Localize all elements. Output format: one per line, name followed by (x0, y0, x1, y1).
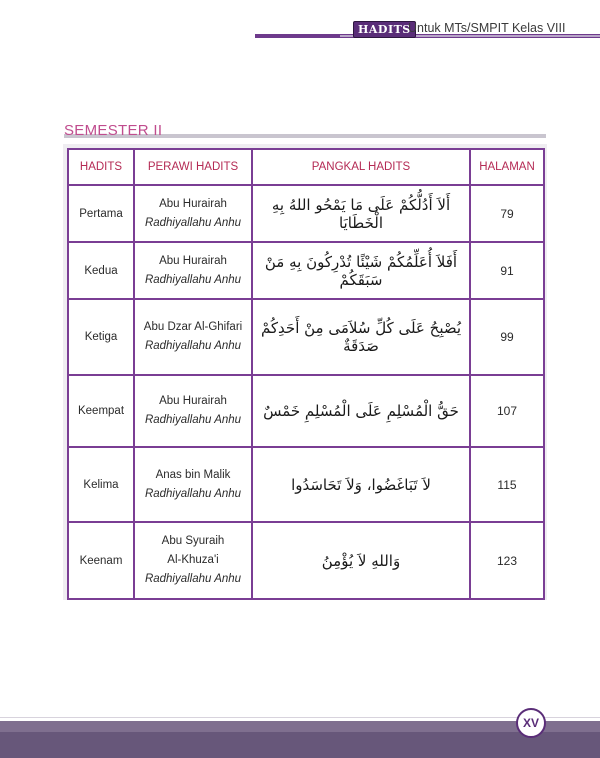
narrator-name: Abu Hurairah (159, 395, 227, 407)
narrator-cell (134, 522, 252, 599)
hadith-opening-text: حَقُّ الْمُسْلِمِ عَلَى الْمُسْلِمِ خَمْسٌ (252, 375, 470, 447)
book-subtitle: Untuk MTs/SMPIT Kelas VIII (408, 21, 566, 35)
table-row (68, 299, 544, 375)
header-pangkal: PANGKAL HADITS (252, 149, 470, 185)
table-row (68, 375, 544, 447)
narrator-cell (134, 299, 252, 375)
narrator-name: Abu Dzar Al-Ghifari (143, 321, 243, 333)
narrator-honorific: Radhiyallahu Anhu (144, 216, 242, 229)
page-number-badge: XV (516, 708, 546, 738)
page-ref: 107 (470, 375, 544, 447)
hadith-ordinal: Pertama (68, 185, 134, 242)
hadith-ordinal: Keempat (68, 375, 134, 447)
narrator-honorific: Radhiyallahu Anhu (144, 273, 242, 286)
book-logo: HADITS (353, 21, 416, 38)
narrator-honorific: Radhiyallahu Anhu (144, 340, 242, 352)
table-row (68, 522, 544, 599)
narrator-name: Abu Hurairah (159, 254, 227, 267)
hadith-index-table (67, 148, 545, 600)
hadith-opening-text: لاَ تَبَاغَضُوا، وَلاَ تَحَاسَدُوا (252, 447, 470, 522)
narrator-cell (134, 447, 252, 522)
table-header-row (68, 149, 544, 185)
hadith-opening-text: أَلاَ أَدُلُّكُمْ عَلَى مَا يَمْحُو اللهُ بِهِ الْخَطَايَا (252, 185, 470, 242)
footer-divider (0, 717, 600, 718)
hadith-ordinal: Keenam (68, 522, 134, 599)
section-title: SEMESTER II (64, 122, 163, 139)
header-hadits: HADITS (68, 149, 134, 185)
narrator-name: Anas bin Malik (155, 468, 231, 481)
hadith-opening-text: يُصْبِحُ عَلَى كُلِّ سُلاَمَى مِنْ أَحَدِكُمْ صَدَقَةٌ (252, 299, 470, 375)
page-ref: 79 (470, 185, 544, 242)
hadith-ordinal: Kelima (68, 447, 134, 522)
hadith-opening-text: وَاللهِ لاَ يُؤْمِنُ (252, 522, 470, 599)
header-halaman: HALAMAN (470, 149, 544, 185)
page-ref: 123 (470, 522, 544, 599)
hadith-opening-text: أَفَلاَ أُعَلِّمُكُمْ شَيْئًا تُدْرِكُونَ بِهِ مَنْ سَبَقَكُمْ (252, 242, 470, 299)
narrator-name: Abu Syuraih (161, 535, 225, 547)
table-row (68, 242, 544, 299)
narrator-name-cont: Al-Khuza'i (167, 554, 219, 566)
narrator-honorific: Radhiyallahu Anhu (144, 487, 242, 500)
table-row (68, 447, 544, 522)
header-perawi: PERAWI HADITS (134, 149, 252, 185)
page-ref: 99 (470, 299, 544, 375)
page-ref: 115 (470, 447, 544, 522)
narrator-honorific: Radhiyallahu Anhu (144, 414, 242, 426)
hadith-ordinal: Ketiga (68, 299, 134, 375)
narrator-cell (134, 242, 252, 299)
table-row (68, 185, 544, 242)
narrator-cell (134, 185, 252, 242)
narrator-cell (134, 375, 252, 447)
narrator-honorific: Radhiyallahu Anhu (144, 573, 242, 585)
hadith-ordinal: Kedua (68, 242, 134, 299)
page-ref: 91 (470, 242, 544, 299)
footer-band-shade (0, 732, 600, 758)
narrator-name: Abu Hurairah (159, 197, 227, 210)
